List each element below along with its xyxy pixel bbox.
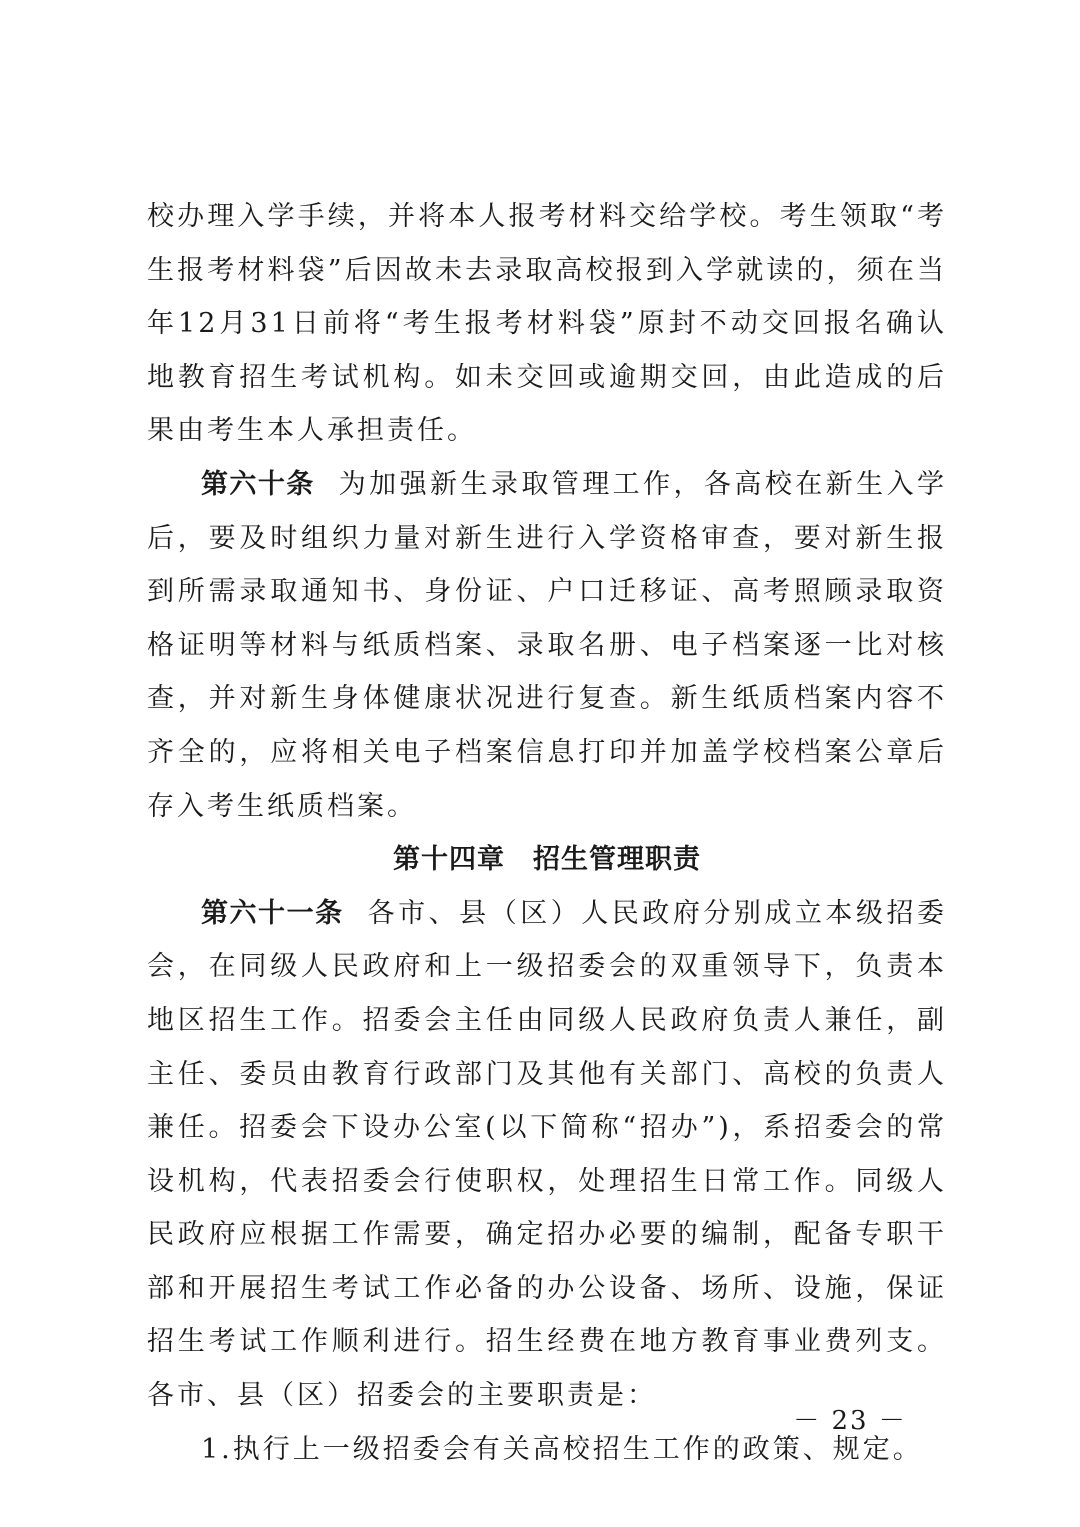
chapter-heading [147, 833, 947, 887]
article-60-number: 第六十条 [201, 468, 315, 500]
article-60 [147, 458, 947, 833]
page-number: － 23 － [793, 1406, 907, 1436]
article-61-number: 第六十一条 [201, 897, 344, 929]
article-61-text: 各市、县（区）人民政府分别成立本级招委会，在同级人民政府和上一级招委会的双重领导下，负责本地区招生工作。招委会主任由同级人民政府负责人兼任，副主任、委员由教育行政部门及其他有关部门、高校的负责人兼任。招委会下设办公室(以下简称“招办”)，系招委会的常设机构，代表招委会行使职权，处理招生日常工作。同级人民政府应根据工作需要，确定招办必要的编制，配备专职干部和开展招生考试工作必备的办公设备、场所、设施，保证招生考试工作顺利进行。招生经费在地方教育事业费列支。各市、县（区）招委会的主要职责是： [147, 897, 947, 1412]
body-text [147, 190, 947, 1476]
paragraph-continuation: 校办理入学手续，并将本人报考材料交给学校。考生领取“考生报考材料袋”后因故未去录取高校报到入学就读的，须在当年12月31日前将“考生报考材料袋”原封不动交回报名确认地教育招生考试机构。如未交回或逾期交回，由此造成的后果由考生本人承担责任。 [147, 201, 947, 447]
article-61 [147, 887, 947, 1423]
article-60-text: 为加强新生录取管理工作，各高校在新生入学后，要及时组织力量对新生进行入学资格审查，要对新生报到所需录取通知书、身份证、户口迁移证、高考照顾录取资格证明等材料与纸质档案、录取名册、电子档案逐一比对核查，并对新生身体健康状况进行复查。新生纸质档案内容不齐全的，应将相关电子档案信息打印并加盖学校档案公章后存入考生纸质档案。 [147, 468, 948, 822]
chapter-number: 第十四章 [393, 844, 505, 876]
list-item-1: 1.执行上一级招委会有关高校招生工作的政策、规定。 [201, 1433, 923, 1465]
chapter-title: 招生管理职责 [533, 844, 701, 876]
